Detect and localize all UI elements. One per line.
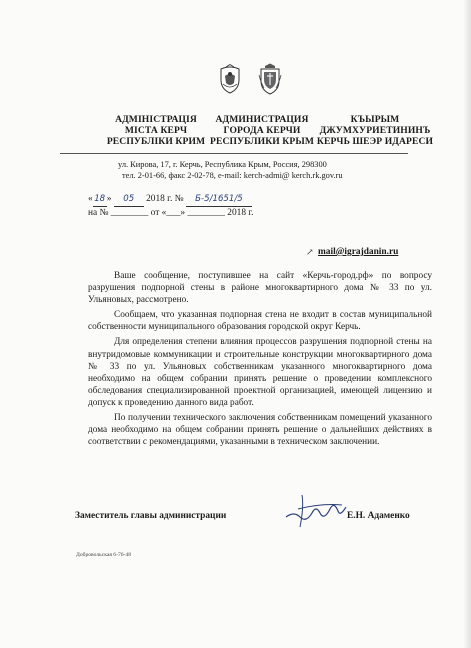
date-month: 05 — [114, 193, 144, 207]
letter-body — [88, 270, 432, 451]
arrow-icon: ↗ — [306, 247, 314, 257]
header-divider — [60, 153, 408, 154]
body-paragraph: Ваше сообщение, поступившее на сайт «Керчь-город.рф» по вопросу разрушения подпорной стены в районе многоквартирного дома № 33 по ул. Ульяновых, рассмотрено. — [88, 271, 432, 306]
signatory-title: Заместитель главы администрации — [75, 511, 227, 521]
reference-block — [88, 193, 254, 220]
outgoing-number: Б-5/1651/5 — [186, 193, 252, 207]
address-block — [118, 160, 408, 181]
open-quote: « — [88, 194, 93, 204]
handwritten-signature-icon — [282, 487, 354, 531]
header-line: КЪЫРЫМ — [350, 114, 400, 125]
header-ukrainian — [96, 114, 216, 148]
body-paragraph: Сообщаем, что указанная подпорная стена не входит в состав муниципальной собственности муниципального образования городской округ Керчь. — [88, 310, 432, 333]
header-line: ГОРОДА КЕРЧИ — [223, 125, 301, 137]
body-paragraph: По получении технического заключения собственникам помещений указанного дома необходимо на общем собрании принять решение о дальнейших действиях в соответствии с рекомендациями, указанными в техническом заключении. — [88, 413, 432, 448]
header-line: РЕСПУБЛІКИ КРИМ — [106, 136, 206, 148]
header-line: ДЖУМХУРИЕТИНИНЪ — [319, 125, 431, 137]
executor-note: Добровольская 6-76-48 — [76, 552, 132, 558]
date-day: 18 — [93, 193, 107, 207]
year-text: 2018 г. № — [146, 194, 184, 204]
signatory-name: Е.Н. Адаменко — [347, 511, 410, 521]
header-crimean-tatar — [307, 114, 443, 148]
outgoing-reference — [88, 193, 254, 207]
address-line: ул. Кирова, 17, г. Керчь, Республика Крым, Россия, 298300 — [118, 160, 327, 169]
crimea-coat-of-arms-icon — [219, 64, 241, 94]
header-line: РЕСПУБЛИКИ КРЫМ — [209, 136, 314, 148]
contacts-line: тел. 2-01-66, факс 2-02-78, e-mail: kerch-admi@ kerch.rk.gov.ru — [122, 170, 343, 180]
header-line: АДМИНИСТРАЦИЯ — [215, 114, 309, 125]
kerch-coat-of-arms-icon — [258, 63, 282, 95]
header-line: МІСТА КЕРЧ — [124, 125, 188, 137]
close-quote: » — [106, 194, 112, 204]
header-line: АДМІНІСТРАЦІЯ — [115, 114, 197, 125]
header-line: КЕРЧЬ ШЕЭР ИДАРЕСИ — [316, 136, 434, 148]
recipient-email: mail@igrajdanin.ru — [318, 247, 399, 257]
body-paragraph: Для определения степени влияния процессов разрушения подпорной стены на внутридомовые коммуникации и строительные конструкции многоквартирного дома № 33 по ул. Ульяновых собственникам указанного многоквартирного дома необходимо на общем собрании принять решение о проведении комплексного обследования специализированной проектной организацией, имеющей лицензию и допуск к проведению данного вида работ. — [88, 337, 432, 408]
incoming-reference: на № ________ от «___» ________ 2018 г. — [88, 208, 254, 218]
page-edge-shadow — [463, 0, 471, 648]
